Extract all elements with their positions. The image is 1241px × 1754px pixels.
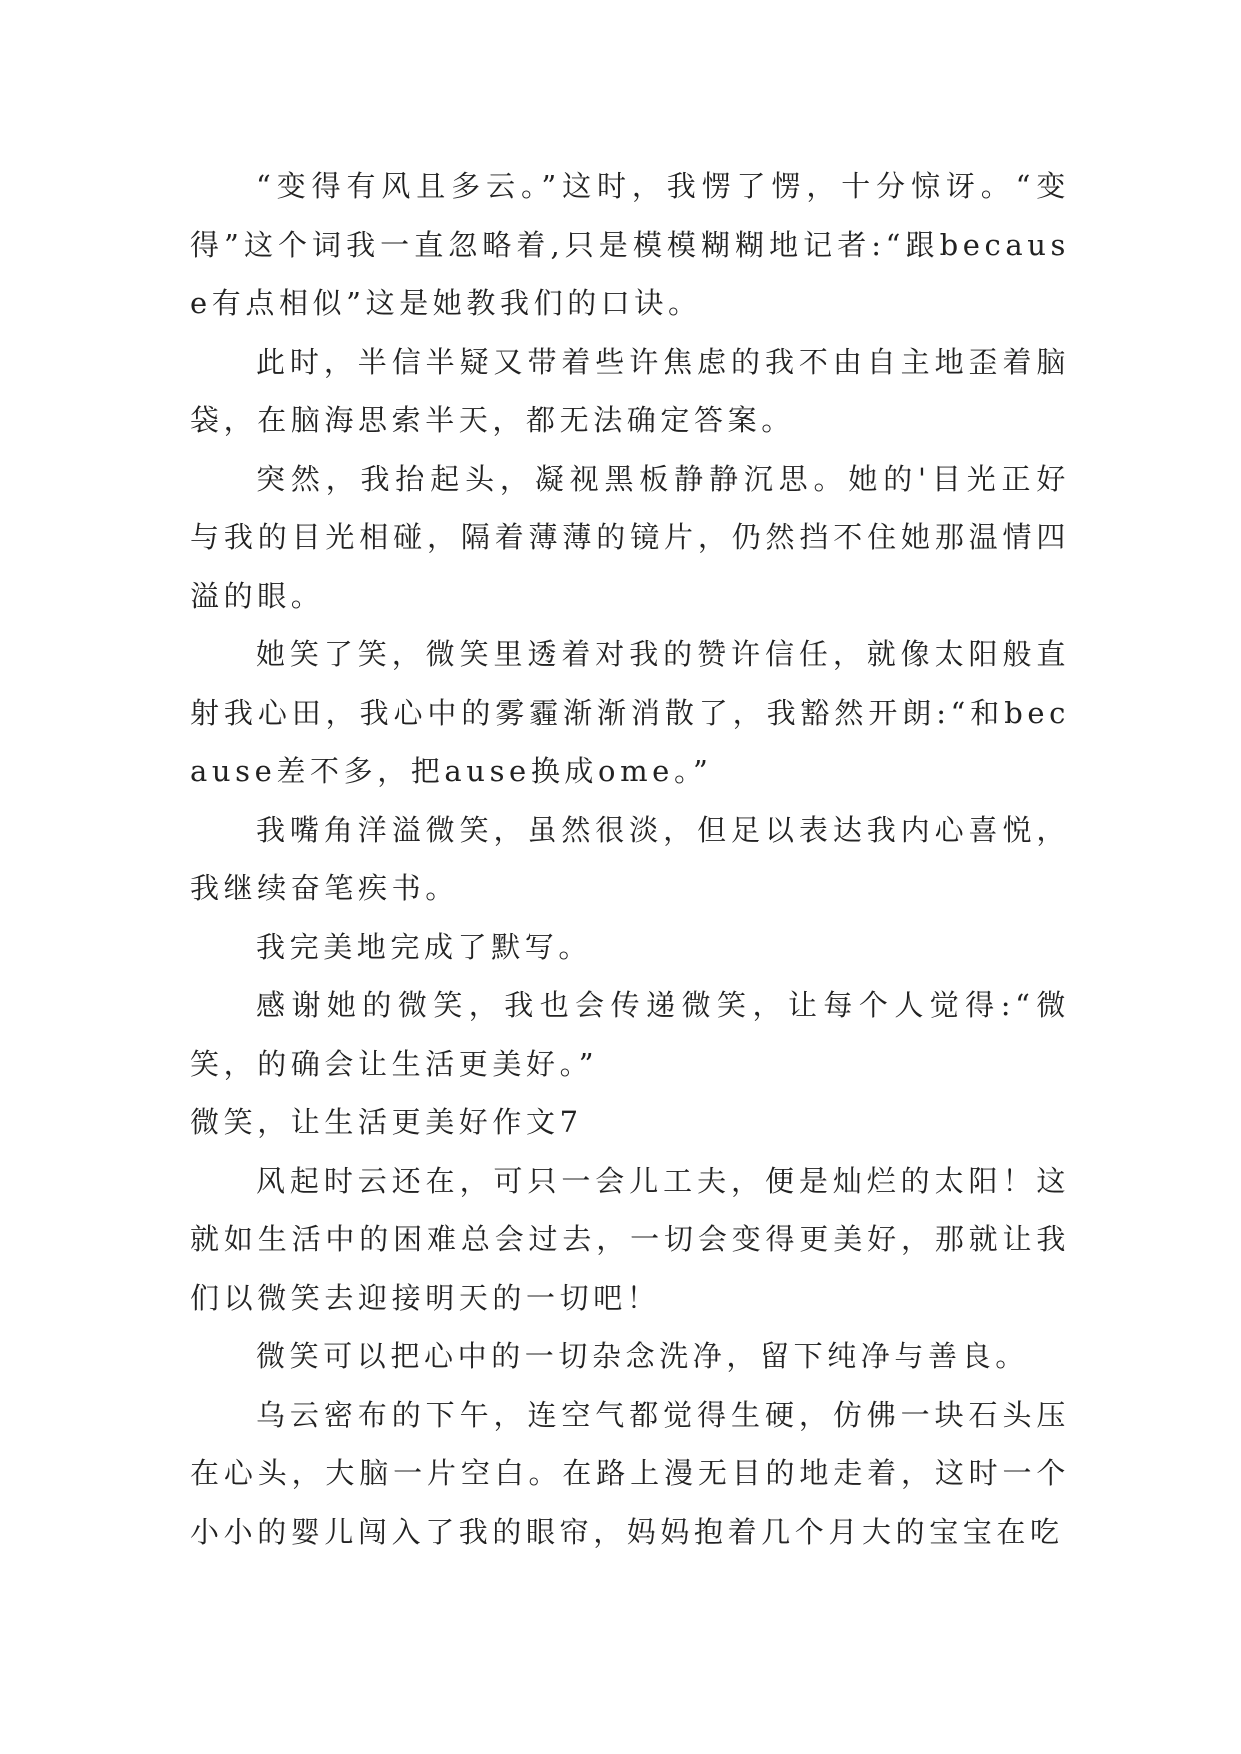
paragraph: 突然，我抬起头，凝视黑板静静沉思。她的'目光正好与我的目光相碰，隔着薄薄的镜片，仍然挡不住她那温情四溢的眼。 — [190, 461, 1070, 613]
paragraph: 乌云密布的下午，连空气都觉得生硬，仿佛一块石头压在心头，大脑一片空白。在路上漫无目的地走着，这时一个小小的婴儿闯入了我的眼帘，妈妈抱着几个月大的宝宝在吃 — [190, 1397, 1070, 1549]
paragraph: 我完美地完成了默写。 — [256, 929, 593, 964]
section-heading: 微笑，让生活更美好作文7 — [190, 1105, 583, 1139]
paragraph: 此时，半信半疑又带着些许焦虑的我不由自主地歪着脑袋，在脑海思索半天，都无法确定答案。 — [190, 344, 1070, 437]
paragraph: “变得有风且多云。”这时，我愣了愣，十分惊讶。“变得”这个词我一直忽略着,只是模模糊糊地记者:“跟because有点相似”这是她教我们的口诀。 — [190, 169, 1070, 320]
paragraph: 微笑可以把心中的一切杂念洗净，留下纯净与善良。 — [256, 1339, 1029, 1373]
paragraph: 风起时云还在，可只一会儿工夫，便是灿烂的太阳！这就如生活中的困难总会过去，一切会变得更美好，那就让我们以微笑去迎接明天的一切吧！ — [190, 1163, 1070, 1315]
paragraph: 感谢她的微笑，我也会传递微笑，让每个人觉得:“微笑，的确会让生活更美好。” — [190, 988, 1070, 1081]
paragraph: 她笑了笑，微笑里透着对我的赞许信任，就像太阳般直射我心田，我心中的雾霾渐渐消散了，我豁然开朗:“和because差不多，把ause换成ome。” — [190, 637, 1070, 788]
document-body — [190, 157, 1070, 1561]
paragraph: 我嘴角洋溢微笑，虽然很淡，但足以表达我内心喜悦，我继续奋笔疾书。 — [190, 812, 1070, 905]
